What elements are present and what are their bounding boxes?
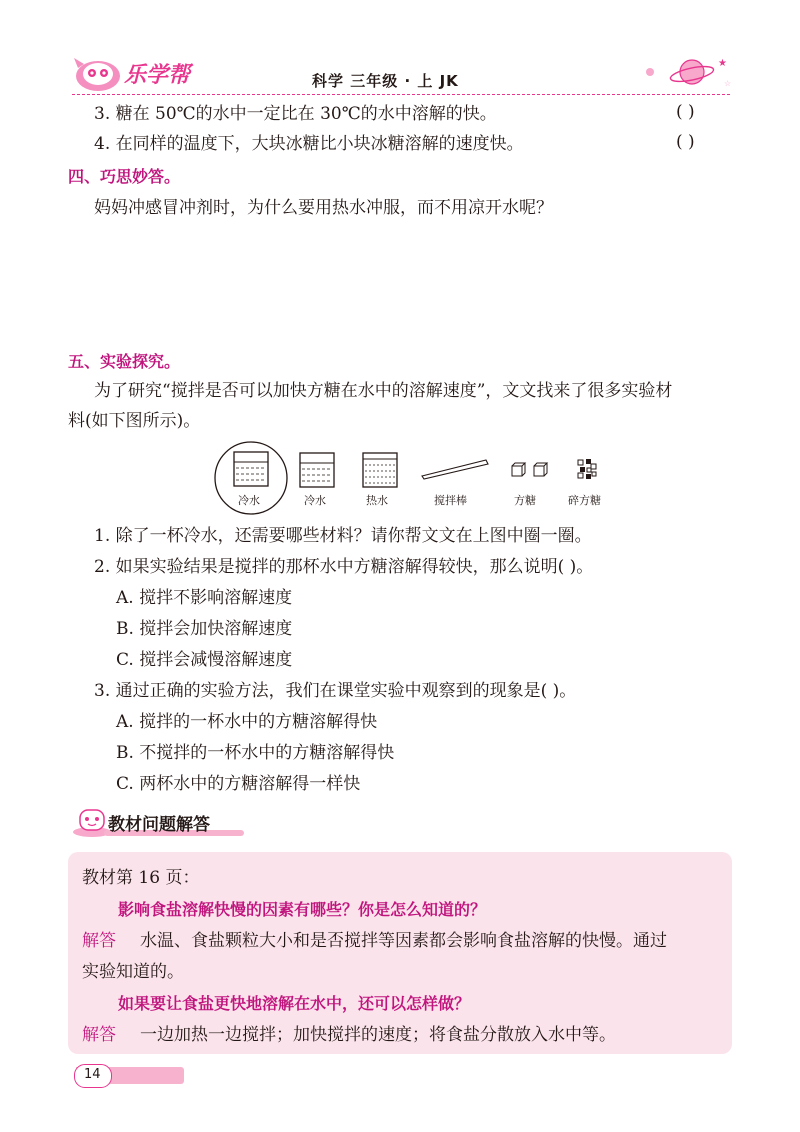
page-number: 14 [84, 1067, 101, 1082]
label-sugar-cubes: 方糖 [514, 494, 536, 507]
judge-item-3: 3. 糖在 50℃的水中一定比在 30℃的水中溶解的快。 [94, 104, 497, 124]
crushed-sugar-icon [576, 458, 598, 480]
brand-logo-text: 乐学帮 [124, 63, 191, 88]
textbook-question-1: 影响食盐溶解快慢的因素有哪些？你是怎么知道的？ [118, 900, 487, 919]
brand-mascot-icon [72, 50, 124, 94]
q2-option-c: C. 搅拌会减慢溶解速度 [116, 650, 293, 670]
textbook-answer-2: 一边加热一边搅拌；加快搅拌的速度；将食盐分散放入水中等。 [140, 1025, 616, 1045]
label-cold-water-circled: 冷水 [238, 494, 260, 507]
materials-figure [214, 440, 614, 516]
textbook-page-ref: 教材第 16 页： [82, 868, 200, 888]
section-4-title: 四、巧思妙答。 [68, 167, 181, 186]
header [0, 0, 800, 100]
cold-water-beaker-icon [298, 452, 336, 488]
section-5-intro-line1: 为了研究“搅拌是否可以加快方糖在水中的溶解速度”，文文找来了很多实验材 [94, 381, 673, 401]
label-cold-water: 冷水 [304, 494, 326, 507]
q3-option-a: A. 搅拌的一杯水中的方糖溶解得快 [116, 712, 378, 732]
header-divider [72, 94, 730, 95]
answer-tag-1: 解答 [82, 931, 116, 951]
svg-text:★: ★ [718, 58, 727, 69]
hot-water-beaker-icon [360, 450, 400, 488]
section-5-title: 五、实验探究。 [68, 352, 181, 371]
section-5-q1: 1. 除了一杯冷水，还需要哪些材料？请你帮文文在上图中圈一圈。 [94, 526, 592, 546]
textbook-answer-1-line2: 实验知道的。 [82, 962, 184, 982]
q3-option-c: C. 两杯水中的方糖溶解得一样快 [116, 774, 361, 794]
planet-icon [636, 52, 732, 92]
label-hot-water: 热水 [366, 494, 388, 507]
judge-item-4: 4. 在同样的温度下，大块冰糖比小块冰糖溶解的速度快。 [94, 134, 524, 154]
svg-text:☆: ☆ [724, 79, 732, 88]
label-stirring-rod: 搅拌棒 [434, 494, 467, 507]
section-4-question: 妈妈冲感冒冲剂时，为什么要用热水冲服，而不用凉开水呢？ [94, 198, 553, 218]
q3-option-b: B. 不搅拌的一杯水中的方糖溶解得快 [116, 743, 395, 763]
label-crushed-sugar: 碎方糖 [568, 494, 601, 507]
section-5-q3: 3. 通过正确的实验方法，我们在课堂实验中观察到的现象是( )。 [94, 681, 577, 701]
sugar-cubes-icon [510, 462, 550, 478]
judge-answer-paren-3[interactable]: ( ) [676, 102, 695, 122]
q2-option-a: A. 搅拌不影响溶解速度 [116, 588, 293, 608]
textbook-question-2: 如果要让食盐更快地溶解在水中，还可以怎样做？ [118, 994, 471, 1013]
subject-grade-label: 科学 三年级 · 上 JK [312, 72, 459, 90]
answer-tag-2: 解答 [82, 1025, 116, 1045]
textbook-banner-title: 教材问题解答 [108, 815, 210, 835]
section-5-q2: 2. 如果实验结果是搅拌的那杯水中方糖溶解得较快，那么说明( )。 [94, 557, 594, 577]
stirring-rod-icon [420, 458, 490, 480]
q2-option-b: B. 搅拌会加快溶解速度 [116, 619, 293, 639]
judge-answer-paren-4[interactable]: ( ) [676, 132, 695, 152]
textbook-answer-1-line1: 水温、食盐颗粒大小和是否搅拌等因素都会影响食盐溶解的快慢。通过 [140, 931, 667, 951]
section-5-intro-line2: 料(如下图所示)。 [68, 411, 201, 431]
